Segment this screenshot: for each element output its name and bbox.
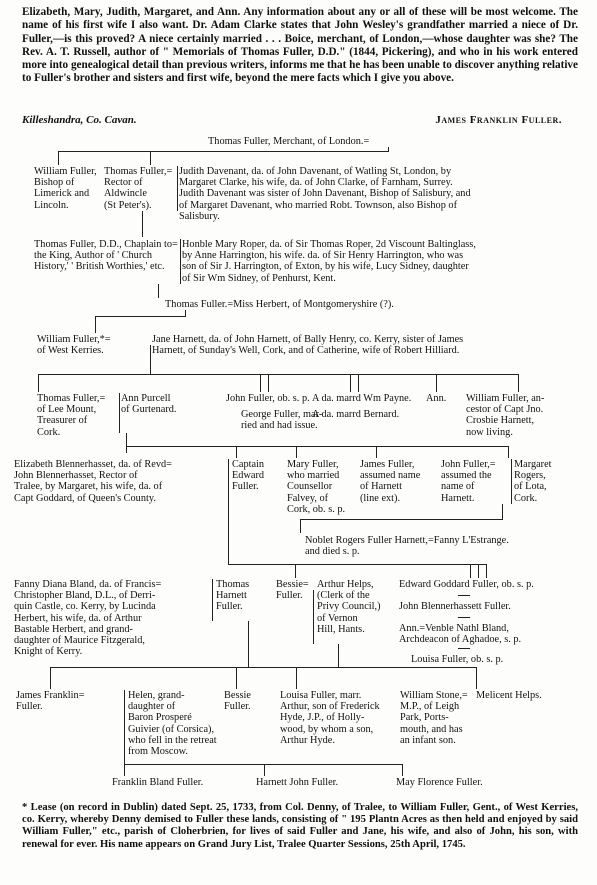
connector-line [295,564,296,578]
connector-line [180,239,181,284]
connector-line [119,393,120,433]
connector-line [150,359,151,375]
person-fanny-bland: Fanny Diana Bland, da. of Francis= Christopher Bland, D.L., of Derri- quin Castle, co. Kerry, by Lucinda Herbert, his wife, da. of Arthur Bastable Herbert, and grand- daughter of Maurice Fitzgerald, Knight of Kerry. [14,579,162,658]
person-may-florence: May Florence Fuller. [396,777,483,788]
connector-line [338,644,339,668]
signature-line [22,114,578,126]
connector-line [236,667,237,689]
person-william-ancestor: William Fuller, an- cestor of Capt Jno. Crosbie Harnett, now living. [466,393,545,438]
person-william-stone: William Stone,= M.P., of Leigh Park, Ports- mouth, and has an infant son. [400,690,468,746]
connector-line [458,595,470,596]
connector-line [350,374,351,392]
person-thomas-fuller-g3: Thomas Fuller.=Miss Herbert, of Montgomeryshire (?). [165,299,394,310]
connector-line [228,564,486,565]
person-da-bernard: A da. marrd Bernard. [312,409,400,420]
footnote-text: * Lease (on record in Dublin) dated Sept. 25, 1733, from Col. Denny, of Tralee, to William Fuller, Gent., of West Kerries, co. Kerry, whereby Denny demised to Fuller these lands, consisting of " 195 Plantn Acres as then held and enjoyed by said William Fuller," etc., parish of Cloherbrien, for lives of said Fuller and Jane, his wife, and also of John, his son, with renewal for ever. His name appears on Grand Jury List, Tralee Quarter Sessions, 25th April, 1745. [22,802,578,850]
footnote [22,802,578,851]
person-ann: Ann. [426,393,447,404]
connector-line [296,667,297,689]
connector-line [95,316,185,317]
connector-line [124,756,125,764]
connector-line [436,374,437,392]
connector-line [376,446,377,458]
connector-line [508,446,509,458]
connector-line [248,621,249,667]
connector-line [58,151,388,152]
connector-line [126,446,508,447]
person-ann-purcell: Ann Purcell of Gurtenard. [121,393,177,416]
connector-line [124,690,125,756]
connector-line [126,433,127,453]
connector-line [300,519,301,533]
connector-line [388,147,389,152]
person-da-payne: A da. marrd Wm Payne. [312,393,412,404]
person-john-fuller-osp: John Fuller, ob. s. p. [226,393,310,404]
person-james-fuller: James Fuller, assumed name of Harnett (line ext). [360,459,421,504]
person-bessie-fuller-g9: Bessie Fuller. [224,690,251,713]
connector-line [268,374,269,392]
person-helen: Helen, grand- daughter of Baron Prosperé Guivier (of Corsica), who fell in the retreat from Moscow. [128,690,217,758]
person-james-franklin: James Franklin= Fuller. [16,690,85,713]
tree-root: Thomas Fuller, Merchant, of London.= [208,136,370,147]
connector-line [228,551,229,565]
person-louisa-fuller-marr: Louisa Fuller, marr. Arthur, son of Frederick Hyde, J.P., of Holly- wood, by whom a son, Arthur Hyde. [280,690,380,746]
person-thomas-dd: Thomas Fuller, D.D., Chaplain to= the King, Author of ' Church History,' ' British Worthies,' etc. [34,239,178,273]
connector-line [212,579,213,621]
person-captain-edward: Captain Edward Fuller. [232,459,265,493]
connector-line [476,667,477,689]
person-harnett-john: Harnett John Fuller. [256,777,339,788]
connector-line [177,166,178,211]
person-judith-davenant: Judith Davenant, da. of John Davenant, of Watling St, London, by Margaret Clarke, his wife, da. of John Clarke, of Farnham, Surrey. Judith Davenant was sister of John Davenant, Bishop of Salisbury, and of Margaret Davenant, who married Robt. Townson, also Bishop of Salisbury. [179,166,471,222]
connector-line [38,374,518,375]
person-noblet-rogers: Noblet Rogers Fuller Harnett,=Fanny L'Estrange. and died s. p. [305,535,509,558]
connector-line [158,284,159,298]
connector-line [236,446,237,458]
person-george-fuller: George Fuller, mar- ried and had issue. [241,409,323,432]
connector-line [296,446,297,458]
connector-line [264,764,265,776]
person-mary-roper: Honble Mary Roper, da. of Sir Thomas Roper, 2d Viscount Baltinglass, by Anne Harrington, his wife. da. of Sir Henry Harrington, who was son of Sir J. Harrington, of Exton, by his wife, Lucy Sidney, daughter of Sir Wm Sidney, of Penhurst, Kent. [182,239,476,284]
person-elizabeth-blennerhasset: Elizabeth Blennerhasset, da. of Revd= John Blennerhasset, Rector of Tralee, by Margaret, his wife, da. of Capt Goddard, of Queen's County. [14,459,172,504]
person-edward-goddard: Edward Goddard Fuller, ob. s. p. [399,579,534,590]
person-melicent-helps: Melicent Helps. [476,690,542,701]
person-thomas-rector: Thomas Fuller,= Rector of Aldwincle (St Peter's). [104,166,173,211]
connector-line [470,564,471,578]
connector-line [50,667,476,668]
connector-line [478,564,479,578]
connector-line [502,504,503,520]
person-thomas-lee-mount: Thomas Fuller,= of Lee Mount, Treasurer of Cork. [37,393,106,438]
person-john-blennerhassett: John Blennerhassett Fuller. [399,601,511,612]
connector-line [150,151,151,165]
connector-line [124,764,402,765]
signature-place: Killeshandra, Co. Cavan. [22,114,137,126]
person-louisa-fuller-osp: Louisa Fuller, ob. s. p. [411,654,504,665]
person-arthur-helps: Arthur Helps, (Clerk of the Privy Council,) of Vernon Hill, Hants. [317,579,381,635]
person-margaret-rogers: Margaret Rogers, of Lota, Cork. [514,459,552,504]
connector-line [260,374,261,392]
person-jane-harnett: Jane Harnett, da. of John Harnett, of Bally Henry, co. Kerry, sister of James Harnett, of Sunday's Well, Cork, and of Catherine, wife of Robert Hilliard. [152,334,464,357]
connector-line [402,764,403,776]
connector-line [185,310,186,317]
person-william-fuller-g4: William Fuller,*= [37,334,111,345]
signature-author: James Franklin Fuller. [435,114,562,126]
connector-line [142,211,143,237]
connector-line [518,374,519,392]
connector-line [486,564,487,578]
person-john-fuller-harnett: John Fuller,= assumed the name of Harnett. [441,459,496,504]
connector-line [511,459,512,504]
connector-line [458,617,470,618]
connector-line [58,151,59,165]
person-thomas-harnett-fuller: Thomas Harnett Fuller. [216,579,250,613]
connector-line [50,667,51,689]
connector-line [358,374,359,392]
connector-line [124,764,125,776]
person-ann-bland: Ann.=Venble Nathl Bland, Archdeacon of Aghadoe, s. p. [399,623,522,646]
connector-line [95,316,96,333]
connector-line [150,345,151,359]
connector-line [38,374,39,392]
connector-line [300,519,502,520]
connector-line [228,459,229,519]
intro-paragraph [22,6,578,86]
person-william-bishop: William Fuller, Bishop of Limerick and Lincoln. [34,166,97,211]
person-william-place: of West Kerries. [37,345,104,356]
connector-line [458,648,470,649]
connector-line [228,519,229,551]
person-franklin-bland: Franklin Bland Fuller. [112,777,204,788]
intro-text: Elizabeth, Mary, Judith, Margaret, and Ann. Any information about any or all of these will be most welcome. The name of his first wife I also want. Dr. Adam Clarke states that John Wesley's grandfather married a niece of Dr. Fuller,—is this proved? A niece certainly married . . . Boice, merchant, of London,—whose daughter was she? The Rev. A. T. Russell, author of " Memorials of Thomas Fuller, D.D." (1844, Pickering), and who in his work entered more into genealogical detail than previous writers, informs me that he has been unable to discover anything relative to Fuller's brother and sisters and first wife, beyond the mere facts which I give you above. [22,6,578,85]
connector-line [313,590,314,644]
person-mary-fuller: Mary Fuller, who married Counsellor Falvey, of Cork, ob. s. p. [287,459,346,515]
person-bessie-fuller: Bessie= Fuller. [276,579,309,602]
